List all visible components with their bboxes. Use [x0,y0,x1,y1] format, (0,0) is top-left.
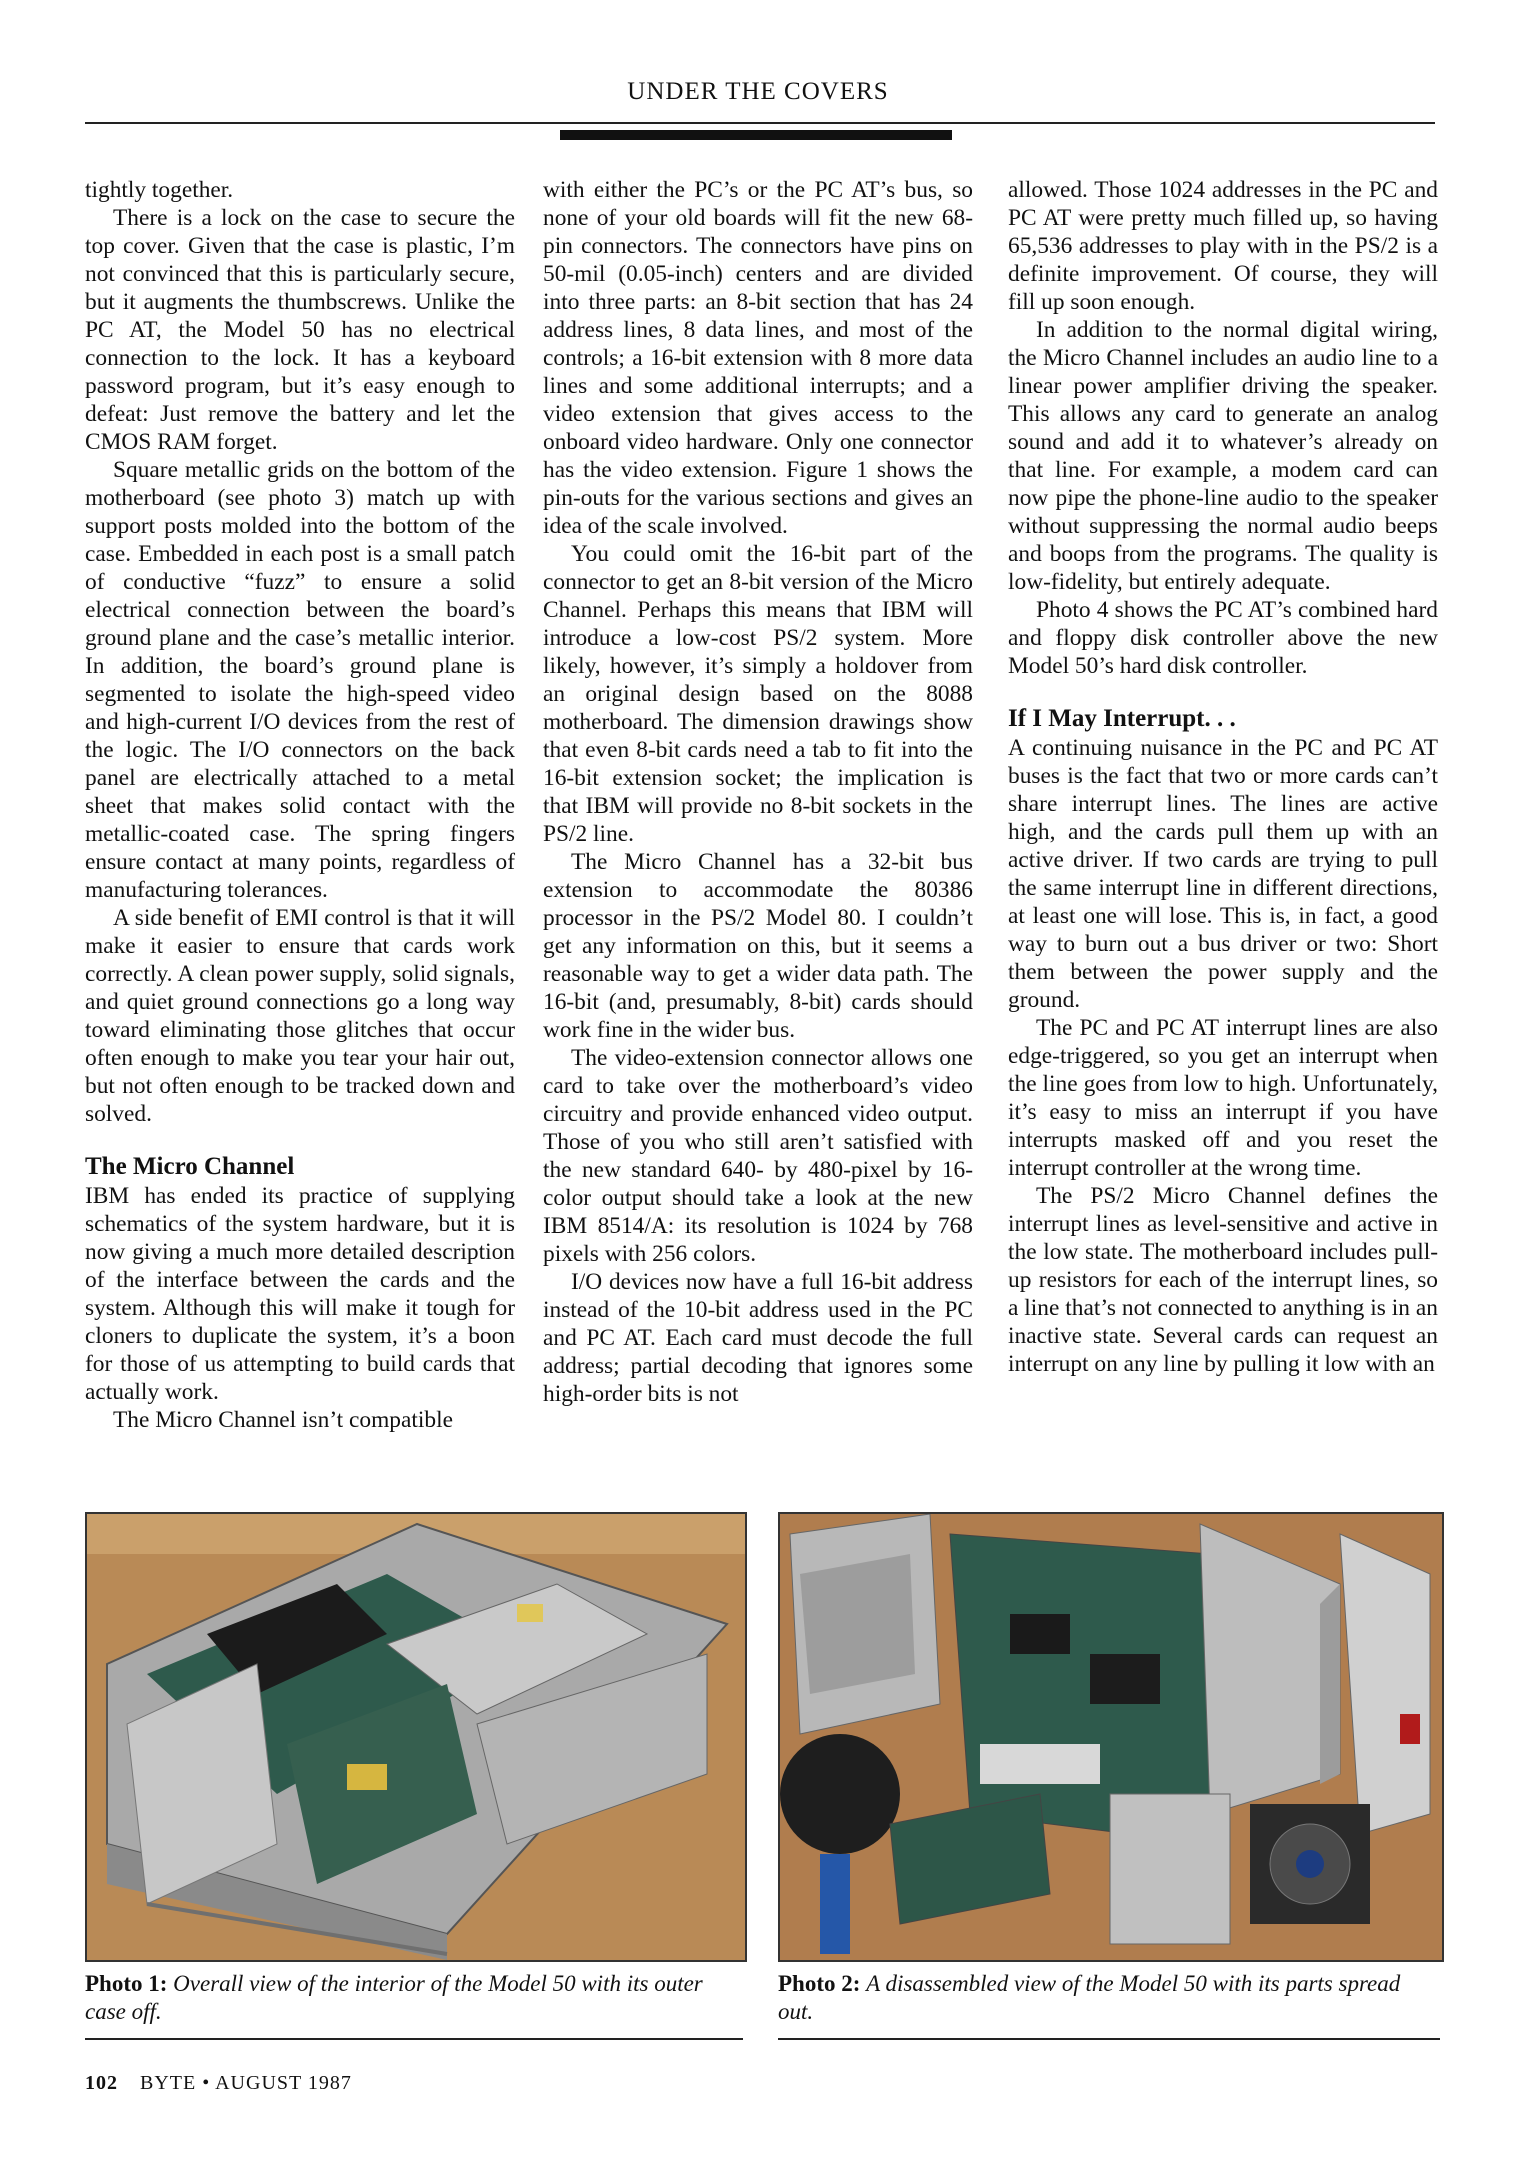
photo-2-model50-disassembled [778,1512,1444,1962]
column-3 [1008,176,1438,1378]
header-bar [560,130,952,140]
photo-1-illustration [87,1514,745,1960]
header-rule [85,122,1435,124]
photo-2-illustration [780,1514,1442,1960]
paragraph: tightly together. [85,177,234,203]
photo-1-model50-interior [85,1512,747,1962]
caption-rule [85,2038,743,2040]
paragraph: Square metallic grids on the bottom of the motherboard (see photo 3) match up with support posts molded into the bottom of the case. Embedded in each post is a small patch of conductive “fuzz” to ensure a solid electrical connection between the board’s ground plane and the case’s metallic interior. In addition, the board’s ground plane is segmented to isolate the high-speed video and high-current I/O devices from the rest of the logic. The I/O connectors on the back panel are electrically attached to a metal sheet that makes solid contact with the metallic-coated case. The spring fingers ensure contact at many points, regardless of manufacturing tolerances. [85,457,515,903]
section-heading-interrupt: If I May Interrupt. . . [1008,705,1236,732]
paragraph: A side benefit of EMI control is that it will make it easier to ensure that cards work correctly. A clean power supply, solid signals, and quiet ground connections go a long way toward eliminating those glitches that occur often enough to make you tear your hair out, but not often enough to be tracked down and solved. [85,905,515,1127]
paragraph: The video-extension connector allows one card to take over the motherboard’s video circuitry and provide enhanced video output. Those of you who still aren’t satisfied with the new standard 640- by 480-pixel by 16-color output should take a look at the new IBM 8514/A: its resolution is 1024 by 768 pixels with 256 colors. [543,1045,973,1267]
paragraph: The Micro Channel isn’t compatible [113,1407,453,1433]
paragraph: with either the PC’s or the PC AT’s bus, so none of your old boards will fit the new 68-pin connectors. The connectors have pins on 50-mil (0.05-inch) centers and are divided into three parts: an 8-bit section that has 24 address lines, 8 data lines, and most of the controls; a 16-bit extension with 8 more data lines and some additional interrupts; and a video extension that gives access to the onboard video hardware. Only one connector has the video extension. Figure 1 shows the pin-outs for the various sections and gives an idea of the scale involved. [543,177,973,539]
paragraph: I/O devices now have a full 16-bit address instead of the 10-bit address used in the PC and PC AT. Each card must decode the full address; partial decoding that ignores some high-order bits is not [543,1269,973,1407]
paragraph: A continuing nuisance in the PC and PC AT buses is the fact that two or more cards can’t share interrupt lines. The lines are active high, and the cards pull them up with an active driver. If two cards are trying to pull the same interrupt line in different directions, at least one will lose. This is, in fact, a good way to burn out a bus driver or two: Short them between the power supply and the ground. [1008,735,1438,1013]
paragraph: IBM has ended its practice of supplying schematics of the system hardware, but it is now giving a much more detailed description of the interface between the cards and the system. Although this will make it tough for cloners to duplicate the system, it’s a boon for those of us attempting to build cards that actually work. [85,1183,515,1405]
photo-2-caption [778,1970,1438,2026]
photo-1-label: Photo 1: [85,1971,168,1996]
photo-2-label: Photo 2: [778,1971,861,1996]
photo-1-caption [85,1970,715,2026]
paragraph: The PS/2 Micro Channel defines the interrupt lines as level-sensitive and active in the low state. The motherboard includes pull-up resistors for each of the interrupt lines, so a line that’s not connected to anything is in an inactive state. Several cards can request an interrupt on any line by pulling it low with an [1008,1183,1438,1377]
publication-date: BYTE • AUGUST 1987 [140,2072,352,2094]
photo-2-caption-text: A disassembled view of the Model 50 with its parts spread out. [778,1971,1401,2024]
caption-rule [778,2038,1440,2040]
paragraph: Photo 4 shows the PC AT’s combined hard and floppy disk controller above the new Model 50’s hard disk controller. [1008,597,1438,679]
page-number: 102 [85,2072,118,2094]
photo-1-caption-text: Overall view of the interior of the Model 50 with its outer case off. [85,1971,703,2024]
page-footer [85,2072,352,2095]
running-header: UNDER THE COVERS [627,78,889,105]
section-heading-micro-channel: The Micro Channel [85,1153,295,1180]
column-1 [85,176,515,1434]
paragraph: The PC and PC AT interrupt lines are also edge-triggered, so you get an interrupt when the line goes from low to high. Unfortunately, it’s easy to miss an interrupt if you have interrupts masked off and you reset the interrupt controller at the wrong time. [1008,1015,1438,1181]
column-2 [543,176,973,1408]
paragraph: In addition to the normal digital wiring, the Micro Channel includes an audio line to a linear power amplifier driving the speaker. This allows any card to generate an analog sound and add it to whatever’s already on that line. For example, a modem card can now pipe the phone-line audio to the speaker without suppressing the normal audio beeps and boops from the programs. The quality is low-fidelity, but entirely adequate. [1008,317,1438,595]
paragraph: allowed. Those 1024 addresses in the PC and PC AT were pretty much filled up, so having 65,536 addresses to play with in the PS/2 is a definite improvement. Of course, they will fill up soon enough. [1008,177,1438,315]
paragraph: You could omit the 16-bit part of the connector to get an 8-bit version of the Micro Channel. Perhaps this means that IBM will introduce a low-cost PS/2 system. More likely, however, it’s simply a holdover from an original design based on the 8088 motherboard. The dimension drawings show that even 8-bit cards need a tab to fit into the 16-bit extension socket; the implication is that IBM will provide no 8-bit sockets in the PS/2 line. [543,541,973,847]
paragraph: The Micro Channel has a 32-bit bus extension to accommodate the 80386 processor in the PS/2 Model 80. I couldn’t get any information on this, but it seems a reasonable way to get a wider data path. The 16-bit (and, presumably, 8-bit) cards should work fine in the wider bus. [543,849,973,1043]
paragraph: There is a lock on the case to secure the top cover. Given that the case is plastic, I’m not convinced that this is particularly secure, but it augments the thumbscrews. Unlike the PC AT, the Model 50 has no electrical connection to the lock. It has a keyboard password program, but it’s easy enough to defeat: Just remove the battery and let the CMOS RAM forget. [85,205,515,455]
